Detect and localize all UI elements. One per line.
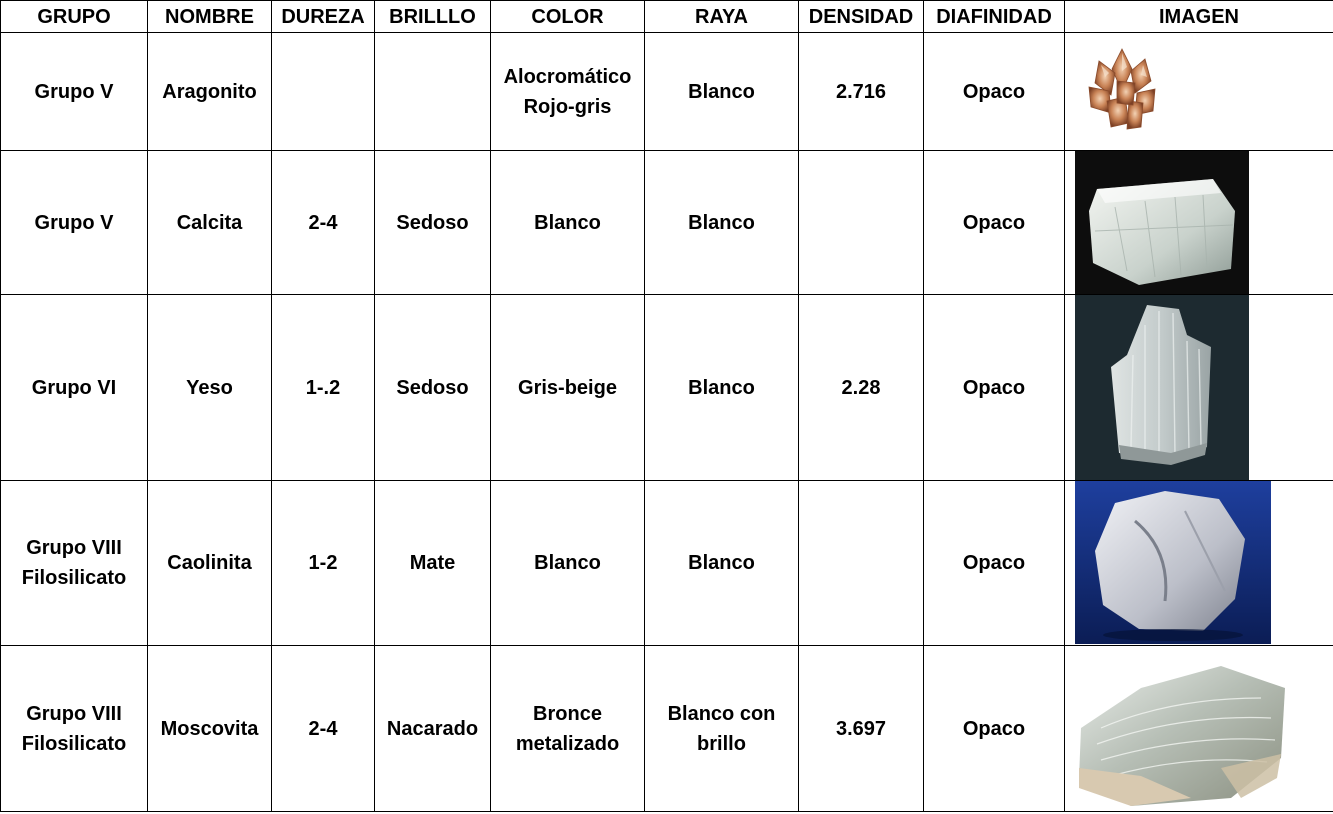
cell-densidad: 3.697 (799, 646, 924, 812)
cell-brillo: Sedoso (375, 295, 491, 481)
cell-nombre: Calcita (148, 151, 272, 295)
cell-densidad: 2.716 (799, 33, 924, 151)
cell-color: Alocromático Rojo-gris (491, 33, 645, 151)
cell-diafinidad: Opaco (924, 481, 1065, 646)
cell-grupo: Grupo V (1, 151, 148, 295)
cell-brillo (375, 33, 491, 151)
header-row (1, 1, 1333, 33)
cell-diafinidad: Opaco (924, 646, 1065, 812)
table-row (1, 33, 1333, 151)
cell-imagen (1065, 151, 1333, 295)
cell-nombre: Moscovita (148, 646, 272, 812)
cell-color: Gris-beige (491, 295, 645, 481)
header-nombre: NOMBRE (148, 1, 272, 33)
cell-grupo: Grupo VI (1, 295, 148, 481)
table-row (1, 295, 1333, 481)
cell-densidad: 2.28 (799, 295, 924, 481)
cell-color: Blanco (491, 151, 645, 295)
cell-brillo: Sedoso (375, 151, 491, 295)
cell-imagen (1065, 646, 1333, 812)
cell-raya: Blanco (645, 481, 799, 646)
table-row (1, 481, 1333, 646)
cell-dureza: 1-.2 (272, 295, 375, 481)
cell-color: Bronce metalizado (491, 646, 645, 812)
kaolinite-photo (1075, 481, 1271, 644)
header-densidad: DENSIDAD (799, 1, 924, 33)
cell-dureza: 1-2 (272, 481, 375, 646)
cell-dureza: 2-4 (272, 151, 375, 295)
header-brillo: BRILLLO (375, 1, 491, 33)
cell-nombre: Aragonito (148, 33, 272, 151)
header-raya: RAYA (645, 1, 799, 33)
cell-diafinidad: Opaco (924, 295, 1065, 481)
header-color: COLOR (491, 1, 645, 33)
table-row (1, 151, 1333, 295)
cell-imagen (1065, 295, 1333, 481)
cell-dureza (272, 33, 375, 151)
cell-raya: Blanco (645, 151, 799, 295)
cell-brillo: Nacarado (375, 646, 491, 812)
header-dureza: DUREZA (272, 1, 375, 33)
header-grupo: GRUPO (1, 1, 148, 33)
cell-raya: Blanco (645, 33, 799, 151)
cell-grupo: Grupo V (1, 33, 148, 151)
cell-densidad (799, 151, 924, 295)
cell-nombre: Yeso (148, 295, 272, 481)
cell-imagen (1065, 33, 1333, 151)
cell-color: Blanco (491, 481, 645, 646)
cell-raya: Blanco con brillo (645, 646, 799, 812)
cell-raya: Blanco (645, 295, 799, 481)
calcite-photo (1075, 151, 1249, 295)
cell-brillo: Mate (375, 481, 491, 646)
cell-dureza: 2-4 (272, 646, 375, 812)
cell-densidad (799, 481, 924, 646)
header-imagen: IMAGEN (1065, 1, 1333, 33)
cell-diafinidad: Opaco (924, 151, 1065, 295)
cell-diafinidad: Opaco (924, 33, 1065, 151)
table-row (1, 646, 1333, 812)
aragonite-crystal-photo (1077, 41, 1167, 141)
cell-grupo: Grupo VIII Filosilicato (1, 646, 148, 812)
header-diafinidad: DIAFINIDAD (924, 1, 1065, 33)
gypsum-photo (1075, 295, 1249, 481)
cell-imagen (1065, 481, 1333, 646)
cell-grupo: Grupo VIII Filosilicato (1, 481, 148, 646)
cell-nombre: Caolinita (148, 481, 272, 646)
muscovite-photo (1071, 658, 1291, 810)
